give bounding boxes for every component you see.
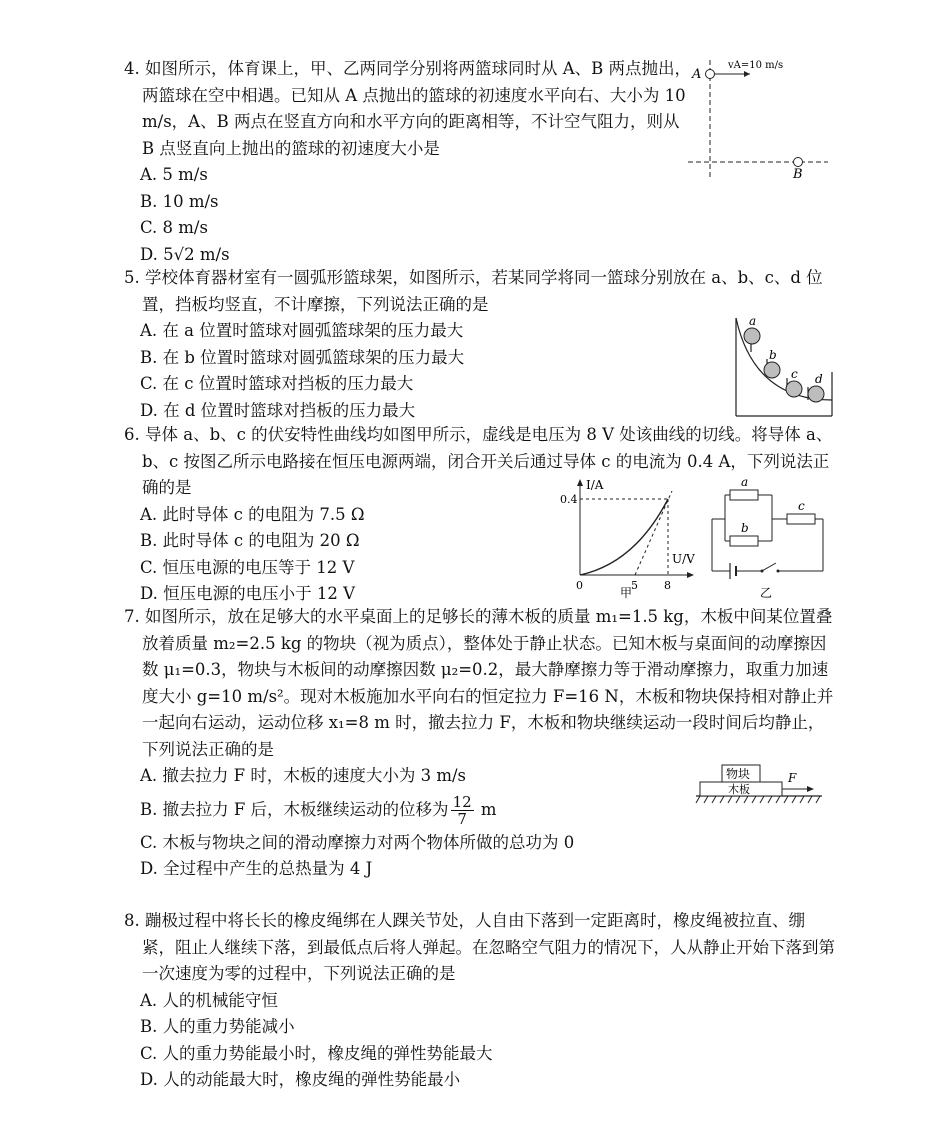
y-tick-04: 0.4 [560,493,578,506]
question-6-stem: 6. 导体 a、b、c 的伏安特性曲线均如图甲所示，虚线是电压为 8 V 处该曲线的切线。将导体 a、b、c 按图乙所示电路接在恒压电源两端，闭合开关后通过导体 c 的电流为 0.4 A，下列说法正确的是 [124,425,833,497]
question-7 [124,604,836,883]
option-d-prefix: D. 5 [140,244,174,264]
position-a-label: a [749,314,757,328]
resistor-b-label: b [741,521,749,535]
option-b-suffix: m [475,799,497,819]
question-6-option-d: D. 恒压电源的电压小于 12 V [140,584,356,603]
question-8-stem: 8. 蹦极过程中将长长的橡皮绳绑在人踝关节处，人自由下落到一定距离时，橡皮绳被拉直、绷紧，阻止人继续下落，到最低点后将人弹起。在忽略空气阻力的情况下，人从静止开始下落到第一次速度为零的过程中，下列说法正确的是 [124,911,835,983]
caption-jia: 甲 [620,586,633,600]
x-tick-5: 5 [631,579,638,592]
question-5-option-c: C. 在 c 位置时篮球对挡板的压力最大 [140,374,414,393]
question-4 [124,56,694,268]
figure-q4-projectile [680,50,840,190]
block-label: 物块 [726,767,751,781]
label-a: A [692,67,702,82]
question-8-option-d: D. 人的动能最大时，橡皮绳的弹性势能最小 [140,1070,461,1089]
figure-q5-ball-rack [728,312,838,420]
fraction-numerator: 12 [452,792,472,811]
question-5-option-a: A. 在 a 位置时篮球对圆弧篮球架的压力最大 [140,321,464,340]
question-4-option-a: A. 5 m/s [140,165,208,184]
question-6-option-a: A. 此时导体 c 的电阻为 7.5 Ω [140,504,365,524]
question-7-option-a: A. 撤去拉力 F 时，木板的速度大小为 3 m/s [140,766,467,785]
question-4-option-b: B. 10 m/s [140,191,219,211]
question-4-option-c: C. 8 m/s [140,218,208,237]
option-d-radical: √2 [173,244,195,264]
question-5-option-d: D. 在 d 位置时篮球对挡板的压力最大 [140,400,416,420]
x-axis-label: U/V [672,552,695,566]
question-8 [124,908,836,1094]
position-d-label: d [815,372,823,386]
resistor-c-label: c [798,499,805,513]
board-label: 木板 [728,783,750,796]
x-tick-8: 8 [664,579,671,592]
y-axis-label: I/A [586,478,604,492]
question-5-stem: 5. 学校体育器材室有一圆弧形篮球架，如图所示，若某同学将同一篮球分别放在 a、b、c、d 位置，挡板均竖直，不计摩擦，下列说法正确的是 [124,268,823,314]
question-7-option-c: C. 木板与物块之间的滑动摩擦力对两个物体所做的总功为 0 [140,832,575,852]
figure-q6-circuit [700,475,835,600]
resistor-a-label: a [741,475,749,489]
option-d-suffix: m/s [194,244,230,264]
fraction-denominator: 7 [457,809,467,828]
question-8-option-b: B. 人的重力势能减小 [140,1017,295,1036]
question-5-option-b: B. 在 b 位置时篮球对圆弧篮球架的压力最大 [140,347,465,367]
question-8-option-a: A. 人的机械能守恒 [140,990,278,1010]
question-8-option-c: C. 人的重力势能最小时，橡皮绳的弹性势能最大 [140,1043,493,1063]
velocity-label: vA=10 m/s [728,60,784,71]
label-b: B [793,167,803,182]
question-4-stem: 4. 如图所示，体育课上，甲、乙两同学分别将两篮球同时从 A、B 两点抛出，两篮球在空中相遇。已知从 A 点抛出的篮球的初速度水平向右、大小为 10 m/s，A、B 两点在竖直方向和水平方向的距离相等，不计空气阻力，则从 B 点竖直向上抛出的篮球的初速度大小是 [124,59,692,158]
figure-q7-board-block [690,762,830,807]
displacement-fraction [451,794,474,827]
figure-q6-iv-curve [560,475,700,600]
option-b-prefix: B. 撤去拉力 F 后，木板继续运动的位移为 [140,799,449,819]
question-6-option-b: B. 此时导体 c 的电阻为 20 Ω [140,531,360,550]
position-b-label: b [769,348,777,362]
caption-yi: 乙 [760,586,773,600]
position-c-label: c [791,367,798,381]
origin-label: 0 [576,579,583,592]
force-label: F [788,771,797,785]
question-7-stem: 7. 如图所示，放在足够大的水平桌面上的足够长的薄木板的质量 m₁=1.5 kg，木板中间某位置叠放着质量 m₂=2.5 kg 的物块（视为质点），整体处于静止状态。已知木板与桌面间的动摩擦因数 μ₁=0.3，物块与木板间的动摩擦因数 μ₂=0.2，最大静摩擦力等于滑动摩擦力，取重力加速度大小 g=10 m/s²。现对木板施加水平向右的恒定拉力 F=16 N，木板和物块保持相对静止并一起向右运动，运动位移 x₁=8 m 时，撤去拉力 F，木板和物块继续运动一段时间后均静止，下列说法正确的是 [124,607,834,759]
question-6-option-c: C. 恒压电源的电压等于 12 V [140,557,355,577]
question-7-option-d: D. 全过程中产生的总热量为 4 J [140,859,373,878]
